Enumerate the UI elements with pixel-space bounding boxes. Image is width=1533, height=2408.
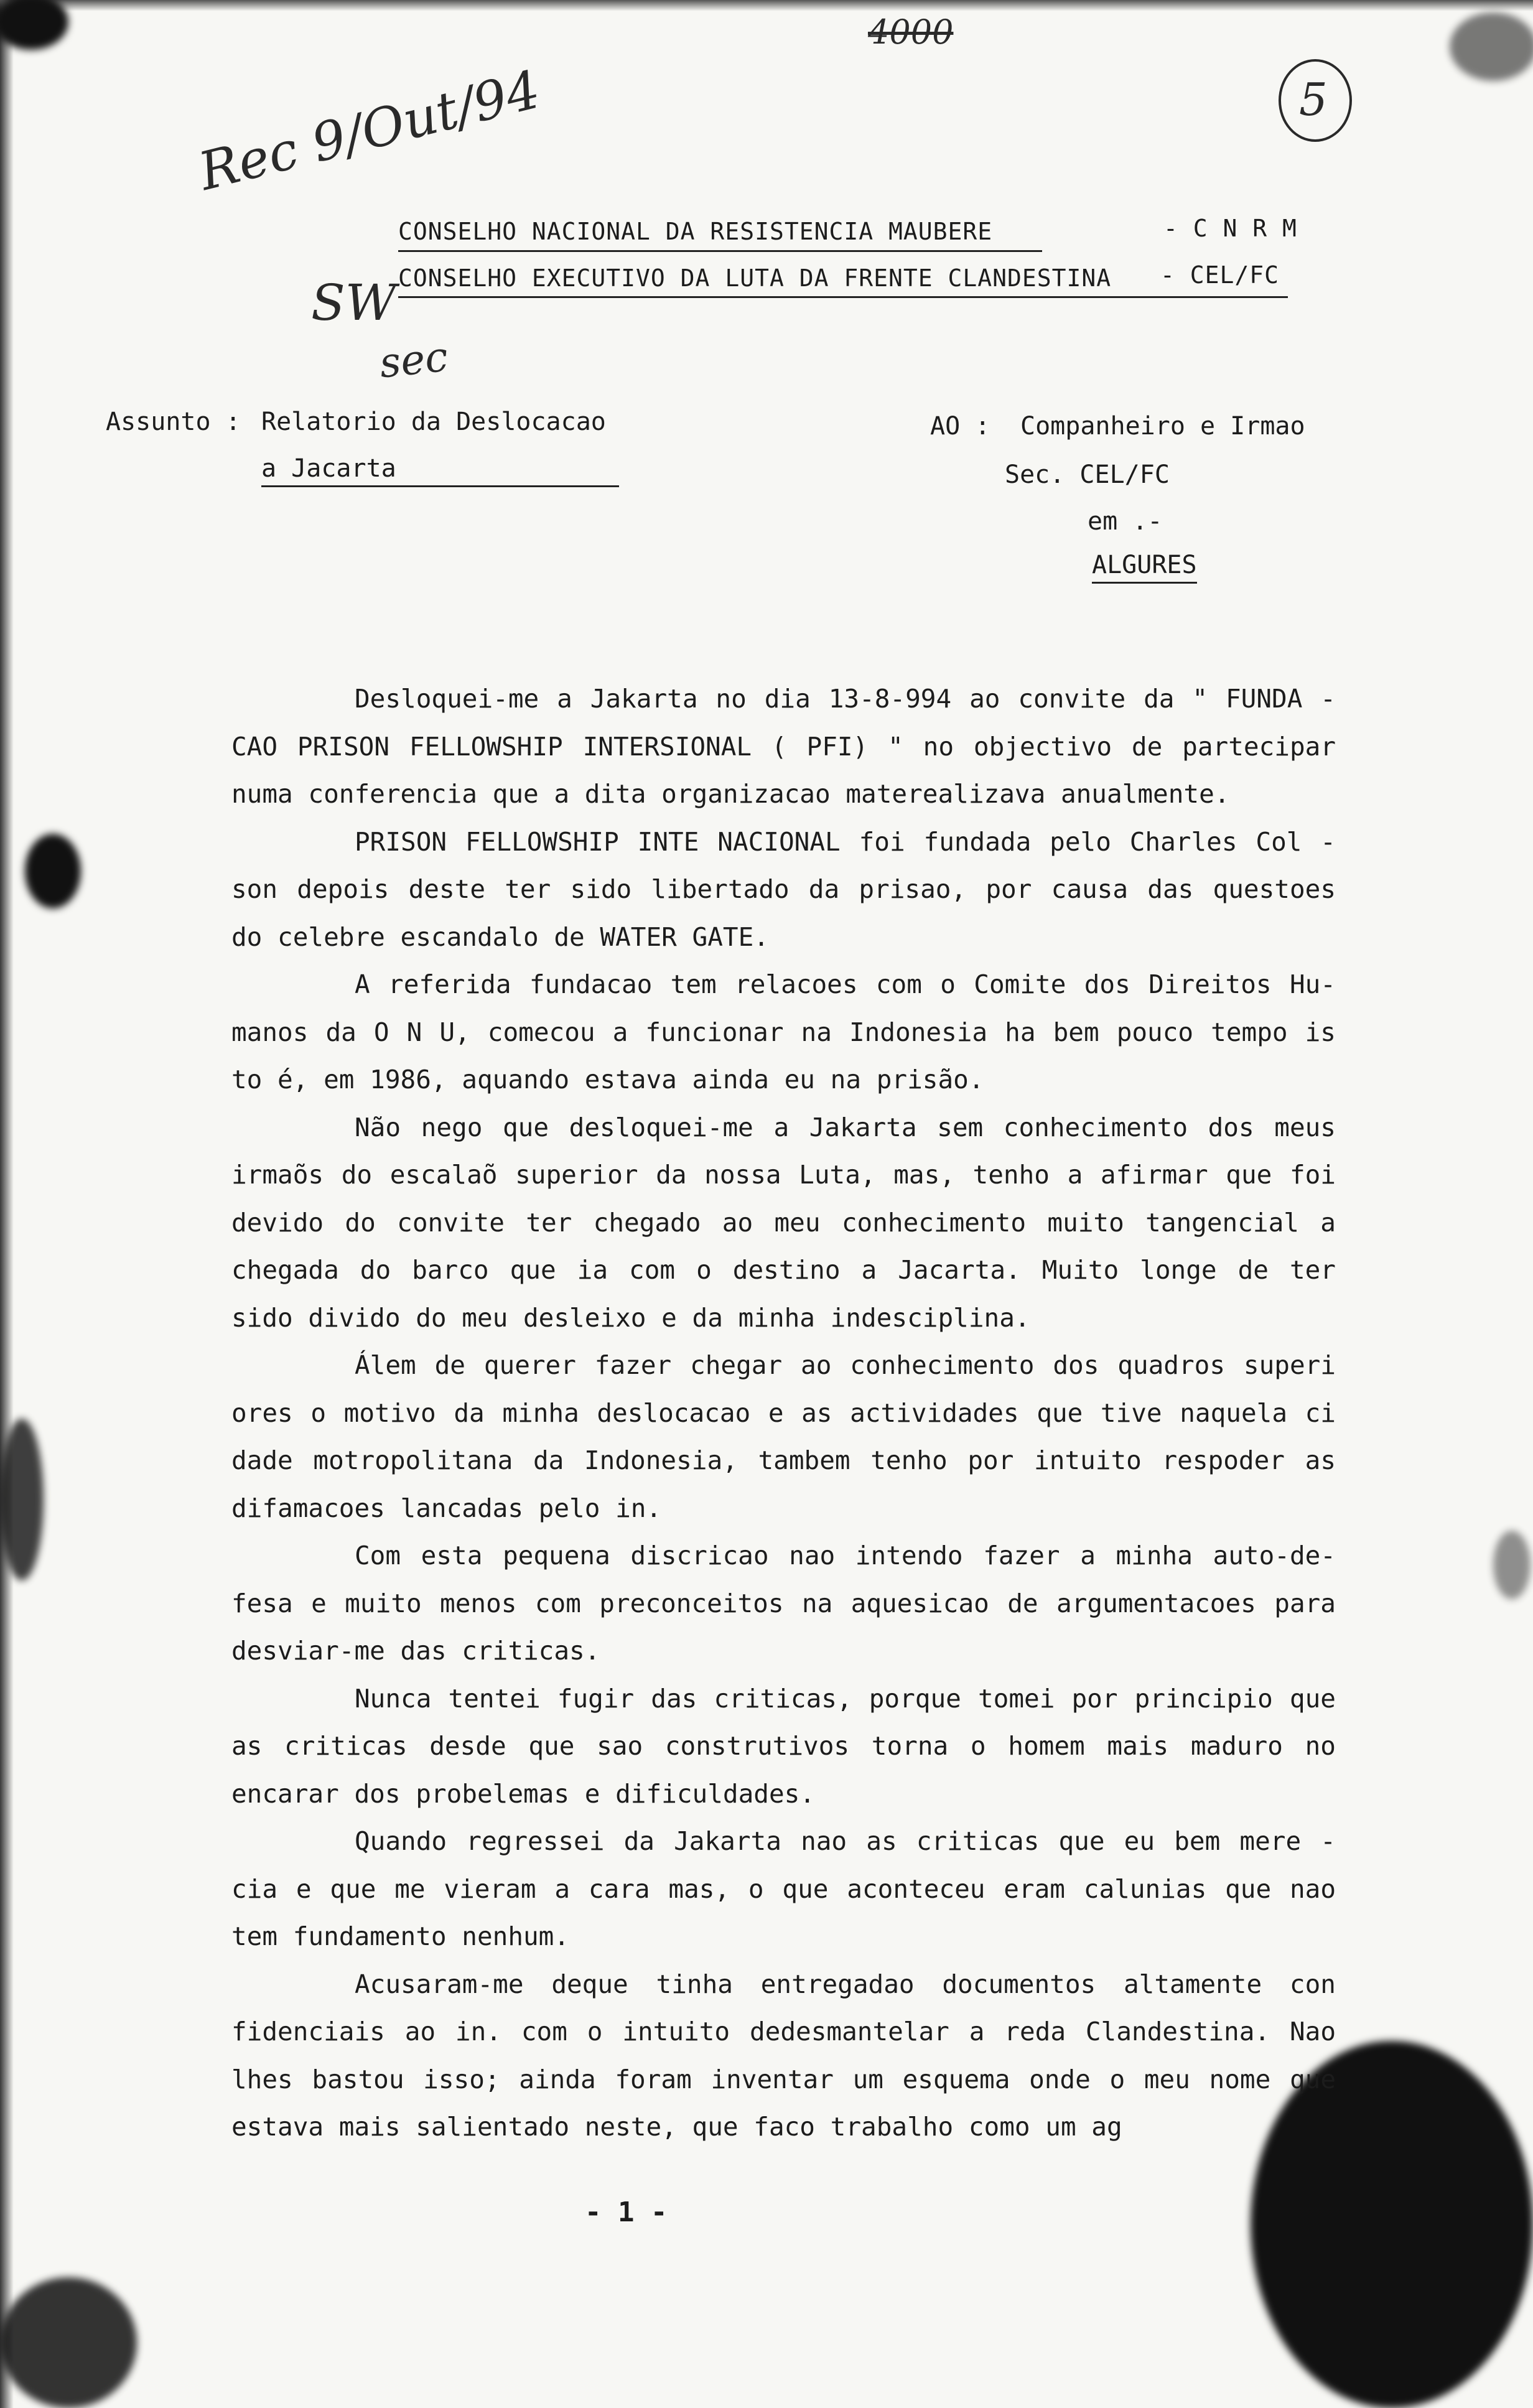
addressee-line-3: em .- xyxy=(1088,507,1163,536)
paragraph-2: PRISON FELLOWSHIP INTE NACIONAL foi fundada pelo Charles Col - son depois deste ter sido libertado da prisao, por causa das questoes do celebre escandalo de WATER GATE. xyxy=(231,826,1336,952)
header-line1-org: CONSELHO NACIONAL DA RESISTENCIA MAUBERE xyxy=(398,218,993,245)
paragraph-7: Nunca tentei fugir das criticas, porque tomei por principio que as criticas desde que sao construtivos torna o homem mais maduro no encarar dos probelemas e dificuldades. xyxy=(231,1683,1336,1809)
paragraph-4: Não nego que desloquei-me a Jakarta sem conhecimento dos meus irmaõs do escalaõ superior da nossa Luta, mas, tenho a afirmar que foi devido do convite ter chegado ao meu conhecimento muito tangencial a chegada do barco que ia com o destino a Jacarta. Muito longe de ter sido divido do meu desleixo e da minha indesciplina. xyxy=(231,1112,1336,1333)
paragraph-9: Acusaram-me deque tinha entregadao documentos altamente con fidenciais ao in. com o intuito dedesmantelar a reda Clandestina. Nao lhes bastou isso; ainda foram inventar um esquema onde o meu nome que estava mais salientado neste, que faco trabalho como um ag xyxy=(231,1969,1336,2142)
ink-smudge-right-mid xyxy=(1493,1531,1531,1599)
ink-smudge-left-mid xyxy=(25,834,81,908)
scan-edge-top xyxy=(0,0,1533,11)
scan-edge-left xyxy=(0,0,14,2408)
addressee-label: AO : xyxy=(930,412,990,441)
letter-body xyxy=(231,675,1336,2151)
header-underline-1 xyxy=(398,250,1042,252)
sec-note: sec xyxy=(377,332,450,388)
subject-line-2: a Jacarta xyxy=(261,454,619,487)
paragraph-3: A referida fundacao tem relacoes com o Comite dos Direitos Hu- manos da O N U, comecou a funcionar na Indonesia ha bem pouco tempo is to é, em 1986, aquando estava ainda eu na prisão. xyxy=(231,969,1336,1094)
subject-line-1: Relatorio da Deslocacao xyxy=(261,408,606,436)
addressee-line-2: Sec. CEL/FC xyxy=(1005,460,1170,489)
ink-smudge-top-right xyxy=(1450,12,1533,81)
page-number-handwritten: 5 xyxy=(1299,73,1328,126)
top-scribble: 4000 xyxy=(868,12,954,52)
addressee-line-4: ALGURES xyxy=(1092,551,1197,584)
header-underline-2 xyxy=(398,296,1288,298)
ink-smudge-top-left xyxy=(0,0,68,50)
paragraph-1: Desloquei-me a Jakarta no dia 13-8-994 ao convite da " FUNDA - CAO PRISON FELLOWSHIP INTERSIONAL ( PFI) " no objectivo de partecipar numa conferencia que a dita organizacao materealizava anualmente. xyxy=(231,684,1336,809)
header-line2-org: CONSELHO EXECUTIVO DA LUTA DA FRENTE CLANDESTINA xyxy=(398,264,1112,292)
paragraph-8: Quando regressei da Jakarta nao as criticas que eu bem mere - cia e que me vieram a cara mas, o que aconteceu eram calunias que nao tem fundamento nenhum. xyxy=(231,1826,1336,1951)
received-date-note: Rec 9/Out/94 xyxy=(193,58,546,203)
header-line2-abbr: - CEL/FC xyxy=(1160,261,1280,289)
addressee-line-1: Companheiro e Irmao xyxy=(1020,412,1305,441)
page-number-footer: - 1 - xyxy=(585,2196,668,2228)
paragraph-6: Com esta pequena discricao nao intendo fazer a minha auto-de- fesa e muito menos com preconceitos na aquesicao de argumentacoes para desviar-me das criticas. xyxy=(231,1541,1336,1666)
paragraph-5: Álem de querer fazer chegar ao conhecimento dos quadros superi ores o motivo da minha deslocacao e as actividades que tive naquela ci dade motropolitana da Indonesia, tambem tenho por intuito respoder as difamacoes lancadas pelo in. xyxy=(231,1350,1336,1523)
subject-label: Assunto : xyxy=(106,408,241,436)
ink-smudge-left-low xyxy=(0,1419,44,1580)
header-line1-abbr: - C N R M xyxy=(1163,215,1297,242)
initials-note: SW xyxy=(311,274,397,332)
ink-smudge-bottom-left xyxy=(0,2277,137,2408)
